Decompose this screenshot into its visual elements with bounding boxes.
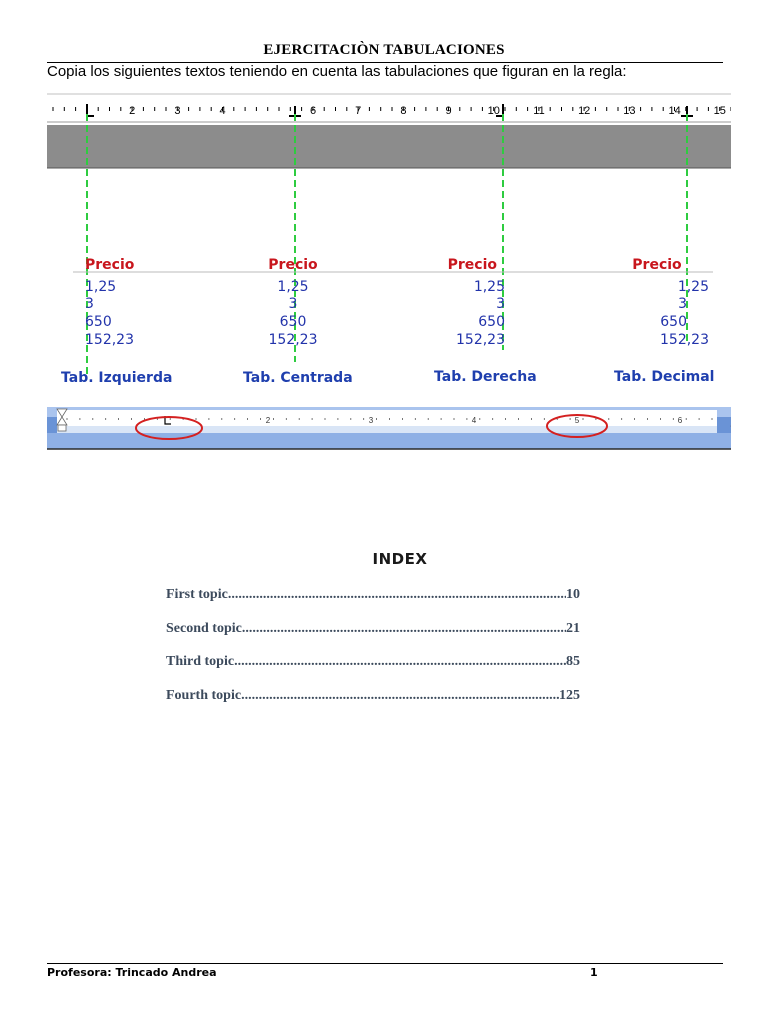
- value-right-2: 3: [496, 296, 505, 312]
- ruler-number: 8: [400, 105, 407, 117]
- ruler-number: 14: [668, 105, 681, 117]
- toc-label: Second topic: [166, 621, 242, 636]
- value-center-2: 3: [288, 296, 298, 312]
- ruler-number: 11: [533, 105, 545, 117]
- toc-entry: [166, 654, 580, 670]
- ruler-number: 2: [129, 105, 136, 117]
- toc-label: Fourth topic: [166, 688, 242, 703]
- toc-page: 85: [566, 654, 580, 669]
- value-right-3: 650: [478, 314, 505, 330]
- bottom-ruler-number: 3: [368, 416, 374, 425]
- toc-leader: [234, 654, 566, 670]
- caption-decimal-tab: Tab. Decimal: [614, 369, 715, 385]
- toc-entry: [166, 621, 580, 637]
- ruler-number: 3: [174, 105, 181, 117]
- value-decimal-3: 650: [660, 314, 687, 330]
- value-center-4: 152,23: [268, 332, 318, 348]
- value-right-1: 1,25: [473, 279, 505, 295]
- value-left-2: 3: [85, 296, 94, 312]
- header-center: Precio: [268, 257, 318, 273]
- toc-entry: [166, 688, 580, 704]
- bottom-ruler-number: 6: [677, 416, 683, 425]
- header-left: Precio: [85, 257, 135, 273]
- footer-author: Profesora: Trincado Andrea: [47, 966, 217, 979]
- bottom-ruler-number: 5: [574, 416, 580, 425]
- ruler-number: 9: [445, 105, 452, 117]
- ruler-number: 12: [578, 105, 591, 117]
- toc-entry: [166, 587, 580, 603]
- footer-divider: [47, 963, 723, 964]
- value-left-4: 152,23: [85, 332, 134, 348]
- caption-right-tab: Tab. Derecha: [434, 369, 537, 385]
- ruler-number: 10: [487, 105, 500, 117]
- footer-page-number: 1: [590, 966, 598, 979]
- ruler-number: 15: [713, 105, 726, 117]
- header-decimal: Precio: [632, 257, 682, 273]
- ruler-number: 7: [355, 105, 362, 117]
- toc-label: First topic: [166, 587, 228, 602]
- ruler-number: 13: [623, 105, 636, 117]
- ruler-number: 6: [309, 105, 317, 117]
- value-decimal-2: 3: [678, 296, 687, 312]
- caption-left-tab: Tab. Izquierda: [61, 370, 173, 386]
- toc-label: Third topic: [166, 654, 235, 669]
- value-center-1: 1,25: [277, 279, 309, 295]
- toc-page: 21: [566, 621, 580, 636]
- value-right-4: 152,23: [456, 332, 505, 348]
- toc-page: 125: [559, 688, 580, 703]
- caption-center-tab: Tab. Centrada: [243, 370, 353, 386]
- header-right: Precio: [447, 257, 497, 273]
- gray-band: [47, 125, 731, 168]
- tab-stops-figure: [47, 92, 731, 452]
- value-left-1: 1,25: [85, 279, 117, 295]
- bottom-ruler: [47, 407, 731, 449]
- bottom-ruler-number: 4: [471, 416, 477, 425]
- value-left-3: 650: [85, 314, 112, 330]
- index-title: INDEX: [372, 550, 428, 568]
- toc-page: 10: [566, 587, 580, 602]
- value-decimal-1: 1,25: [677, 279, 709, 295]
- bottom-ruler-number: 2: [265, 416, 271, 425]
- value-center-3: 650: [279, 314, 307, 330]
- ruler-number: 4: [219, 105, 226, 117]
- toc-leader: [241, 688, 559, 704]
- value-decimal-4: 152,23: [660, 332, 709, 348]
- toc-leader: [242, 621, 566, 637]
- document-title: EJERCITACIÒN TABULACIONES: [263, 42, 505, 58]
- toc-leader: [228, 587, 566, 603]
- instruction-text: Copia los siguientes textos teniendo en cuenta las tabulaciones que figuran en la regla:: [47, 63, 627, 80]
